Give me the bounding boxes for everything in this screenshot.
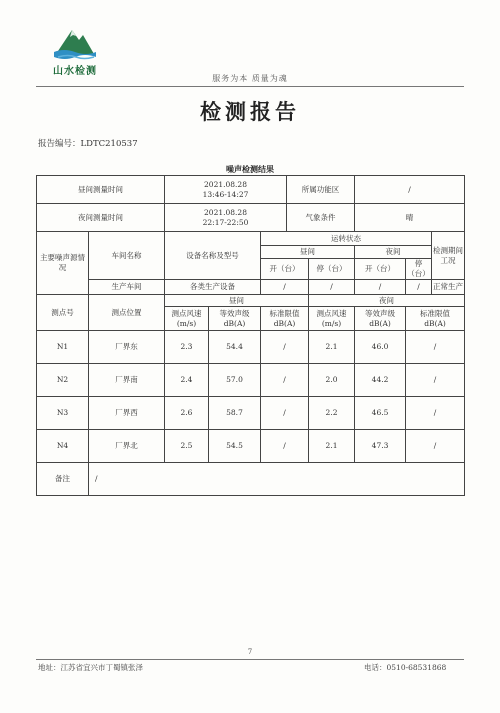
day-wind-label: 测点风速: [171, 308, 202, 318]
page-number: 7: [247, 648, 253, 656]
day-limit-label: 标准限值: [269, 308, 300, 318]
day-level-label: 等效声级: [219, 308, 250, 318]
night-wind-unit: (m/s): [321, 318, 342, 328]
night-limit: /: [406, 397, 465, 430]
point-location: 厂界西: [89, 397, 165, 430]
day-time-value: [165, 176, 287, 204]
night-time-range: 22:17-22:50: [202, 217, 249, 227]
day-limit: /: [261, 430, 309, 463]
day-time-label: 昼间测量时间: [37, 176, 165, 204]
night-level-unit: dB(A): [369, 318, 391, 328]
logo-text: 山水检测: [53, 66, 97, 77]
night-level-label: 等效声级: [365, 308, 396, 318]
day-level: 57.0: [209, 364, 261, 397]
day-on-label: 开（台）: [261, 259, 309, 280]
day-wind: 2.6: [165, 397, 209, 430]
measure-day-label: 昼间: [165, 295, 309, 307]
day-time-row: [37, 176, 465, 204]
night-level: 46.5: [355, 397, 406, 430]
equipment-value: 各类生产设备: [165, 280, 261, 295]
day-time-date: 2021.08.28: [204, 179, 247, 189]
day-wind-header: [165, 307, 209, 331]
day-off-label: 停（台）: [309, 259, 355, 280]
status-value: 正常生产: [432, 280, 465, 295]
header-divider: [36, 86, 464, 87]
night-limit-unit: dB(A): [424, 318, 446, 328]
night-time-row: [37, 204, 465, 232]
footer-address: 地址：江苏省宜兴市丁蜀镇张泽: [38, 663, 143, 672]
day-level-header: [209, 307, 261, 331]
footer-divider: [36, 659, 464, 660]
zone-value: /: [355, 176, 465, 204]
night-time-label: 夜间测量时间: [37, 204, 165, 232]
day-limit: /: [261, 364, 309, 397]
running-status-label: 运转状态: [261, 232, 432, 246]
point-id: N3: [37, 397, 89, 430]
measure-night-label: 夜间: [309, 295, 465, 307]
company-logo: [40, 24, 110, 80]
slogan: 服务为本 质量为魂: [212, 74, 288, 83]
night-limit-label: 标准限值: [420, 308, 451, 318]
day-limit: /: [261, 331, 309, 364]
table-row: [37, 364, 465, 397]
day-wind: 2.4: [165, 364, 209, 397]
night-limit: /: [406, 430, 465, 463]
measure-header-row: [37, 295, 465, 307]
report-number-label: 报告编号：: [38, 139, 81, 149]
night-level: 46.0: [355, 331, 406, 364]
night-level: 44.2: [355, 364, 406, 397]
night-off-value: /: [406, 280, 432, 295]
day-wind: 2.3: [165, 331, 209, 364]
night-limit: /: [406, 364, 465, 397]
point-location: 厂界东: [89, 331, 165, 364]
report-number: [38, 137, 138, 149]
point-number-label: 测点号: [37, 295, 89, 331]
report-number-value: LDTC210537: [80, 139, 138, 149]
mountain-water-icon: [52, 24, 98, 60]
day-wind-unit: (m/s): [176, 318, 197, 328]
remark-label: 备注: [37, 463, 89, 496]
night-time-date: 2021.08.28: [204, 207, 247, 217]
night-limit-header: [406, 307, 465, 331]
day-level: 54.4: [209, 331, 261, 364]
day-time-range: 13:46-14:27: [202, 189, 249, 199]
night-wind: 2.0: [309, 364, 355, 397]
night-wind-label: 测点风速: [316, 308, 347, 318]
source-label: 主要噪声源情况: [37, 232, 89, 295]
page-title: 检测报告: [200, 100, 300, 124]
source-data-row: [37, 280, 465, 295]
night-wind: 2.2: [309, 397, 355, 430]
night-off-label: 停（台）: [407, 259, 430, 278]
table-row: [37, 331, 465, 364]
point-id: N1: [37, 331, 89, 364]
point-id: N4: [37, 430, 89, 463]
day-wind: 2.5: [165, 430, 209, 463]
point-location-label: 测点位置: [89, 295, 165, 331]
workshop-value: 生产车间: [89, 280, 165, 295]
night-wind-header: [309, 307, 355, 331]
day-limit: /: [261, 397, 309, 430]
day-off-value: /: [309, 280, 355, 295]
day-level: 54.5: [209, 430, 261, 463]
night-on-label: 开（台）: [355, 259, 406, 280]
remark-value: /: [89, 463, 465, 496]
night-wind: 2.1: [309, 430, 355, 463]
night-time-value: [165, 204, 287, 232]
running-night-label: 夜间: [355, 246, 432, 259]
point-location: 厂界南: [89, 364, 165, 397]
workshop-name-label: 车间名称: [89, 232, 165, 280]
source-header-row: [37, 232, 465, 246]
point-location: 厂界北: [89, 430, 165, 463]
table-row: [37, 397, 465, 430]
night-level-header: [355, 307, 406, 331]
weather-value: 晴: [355, 204, 465, 232]
night-wind: 2.1: [309, 331, 355, 364]
period-condition-label: 检测期间工况: [432, 232, 465, 280]
table-row: [37, 430, 465, 463]
day-level-unit: dB(A): [223, 318, 246, 328]
night-limit: /: [406, 331, 465, 364]
day-limit-header: [261, 307, 309, 331]
night-level: 47.3: [355, 430, 406, 463]
day-limit-unit: dB(A): [273, 318, 296, 328]
night-on-value: /: [355, 280, 406, 295]
running-day-label: 昼间: [261, 246, 355, 259]
noise-results-table: [36, 175, 465, 496]
day-on-value: /: [261, 280, 309, 295]
zone-label: 所属功能区: [287, 176, 355, 204]
table-caption: 噪声检测结果: [226, 165, 274, 174]
point-id: N2: [37, 364, 89, 397]
equipment-label: 设备名称及型号: [165, 232, 261, 280]
footer-phone: 电话：0510-68531868: [364, 663, 447, 672]
remark-row: [37, 463, 465, 496]
day-level: 58.7: [209, 397, 261, 430]
weather-label: 气象条件: [287, 204, 355, 232]
